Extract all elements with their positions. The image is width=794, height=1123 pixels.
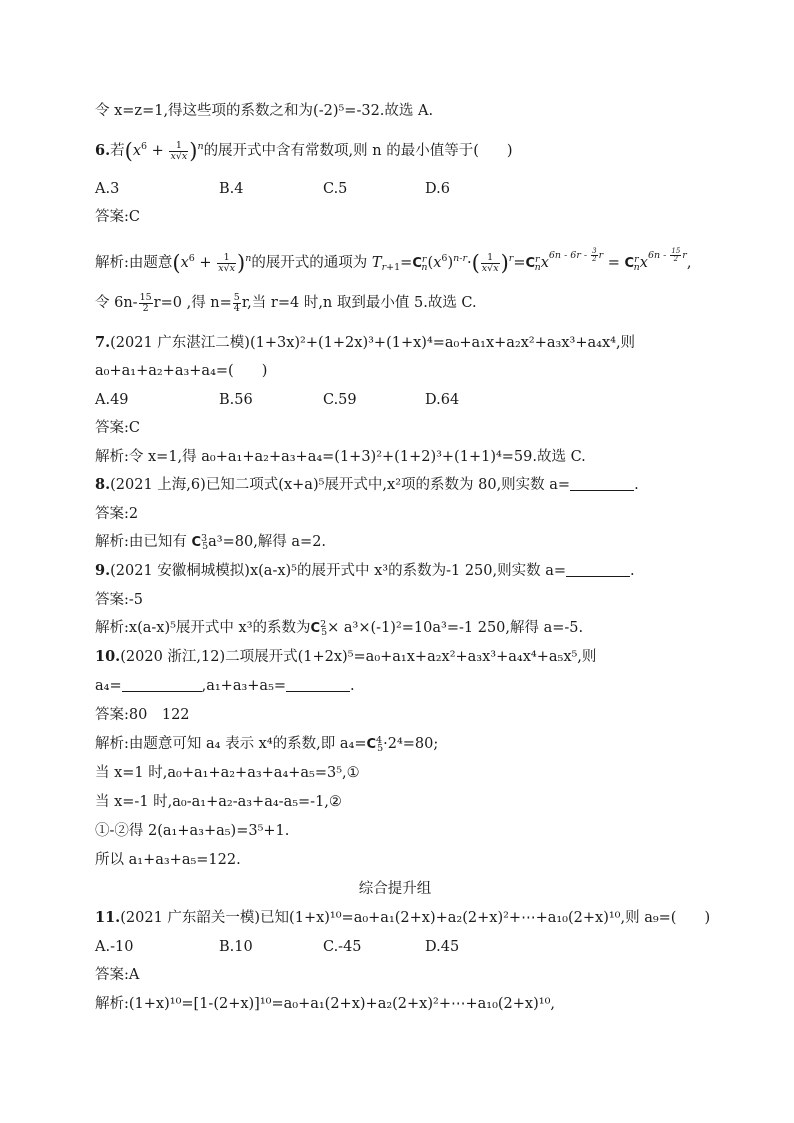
question-source: (2021 广东韶关一模): [120, 910, 261, 926]
solution-label: 解析:: [95, 255, 129, 271]
solution-text: 由题意可知 a₄ 表示 x⁴的系数,即 a₄=: [128, 736, 367, 752]
option-c: C.5: [323, 181, 348, 197]
question-11: [95, 907, 710, 929]
solution-line: 解析:由已知有 $C^3_5a^3=80$,解得 a=2.: [95, 533, 327, 552]
answer-value: A: [128, 967, 140, 983]
solution-text: 令 6n-: [95, 295, 138, 311]
solution-text: 由已知有: [128, 534, 187, 550]
answer-line: [95, 704, 190, 726]
option-b: B.56: [219, 392, 253, 408]
option-d: D.45: [425, 939, 460, 955]
answer-value: -5: [128, 592, 144, 608]
question-number: 10.: [95, 648, 121, 665]
question-text: 已知(1+x)¹⁰=a₀+a₁(2+x)+a₂(2+x)²+⋯+a₁₀(2+x)¹⁰,则 a₉=(: [260, 910, 677, 926]
answer-paren: ): [704, 910, 711, 926]
solution-label: 解析:: [95, 534, 129, 550]
solution-step: 所以 a₁+a₃+a₅=122.: [95, 852, 241, 868]
question-7-line2: [95, 360, 267, 382]
solution-line: [95, 446, 586, 468]
question-source: (2021 广东湛江二模): [110, 335, 250, 351]
question-text: 已知二项式(x+a)⁵展开式中,x²项的系数为 80,则实数 a=: [205, 477, 571, 493]
answer-label: 答案:: [95, 209, 129, 225]
question-source: (2021 安徽桐城模拟): [110, 563, 250, 579]
solution-text: 的展开式的通项为: [251, 255, 368, 271]
option-a: A.3: [95, 181, 120, 197]
answer-line: [95, 503, 138, 525]
answer-paren: ): [506, 143, 513, 159]
question-text-prefix: 若: [110, 143, 125, 159]
question-6: [95, 140, 513, 162]
answer-label: 答案:: [95, 420, 129, 436]
option-c: C.-45: [323, 939, 362, 955]
option-d: D.6: [425, 181, 450, 197]
answer-blank[interactable]: [570, 476, 634, 491]
answer-label: 答案:: [95, 707, 129, 723]
solution-text: ·2⁴=80;: [383, 736, 439, 752]
q6-expression: ($x^6$ + $\frac{1}{x√x}$ )$^n$: [124, 139, 204, 163]
question-text: ,a₁+a₃+a₅=: [201, 678, 287, 694]
question-number: 7.: [95, 334, 111, 351]
answer-blank-a4[interactable]: [122, 677, 202, 692]
answer-paren: ): [261, 363, 268, 379]
question-text: (1+3x)²+(1+2x)³+(1+x)⁴=a₀+a₁x+a₂x²+a₃x³+a₄x⁴,则: [249, 335, 636, 351]
answer-label: 答案:: [95, 592, 129, 608]
question-source: (2021 上海,6): [110, 477, 206, 493]
answer-line: [95, 206, 140, 228]
solution-label: 解析:: [95, 996, 129, 1012]
solution-step: 当 x=-1 时,a₀-a₁+a₂-a₃+a₄-a₅=-1,②: [95, 794, 342, 810]
question-7: [95, 332, 635, 354]
option-c: C.59: [323, 392, 357, 408]
option-b: B.10: [219, 939, 253, 955]
solution-label: 解析:: [95, 736, 129, 752]
option-a: A.49: [95, 392, 129, 408]
solution-text: × a³×(-1)²=10a³=-1 250,解得 a=-5.: [327, 620, 584, 636]
question-text: a₄=: [95, 678, 122, 694]
solution-text: r,当 r=4 时,n 取到最小值 5.故选 C.: [241, 295, 477, 311]
question-number: 11.: [95, 909, 121, 926]
solution-text: (1+x)¹⁰=[1-(2+x)]¹⁰=a₀+a₁(2+x)+a₂(2+x)²+⋯+a₁₀(2+x)¹⁰,: [128, 996, 555, 1012]
answer-line: [95, 589, 143, 611]
solution-line-2: 令 6n- $\frac{15}{2}$ r=0 ,得 n= $\frac{5}{4}$ r,当 r=4 时,n 取到最小值 5.故选 C.: [95, 291, 477, 314]
option-d: D.64: [425, 392, 460, 408]
answer-value: C: [128, 209, 140, 225]
answer-value: C: [128, 420, 140, 436]
solution-label: 解析:: [95, 449, 129, 465]
solution-line: [95, 248, 691, 275]
question-8: [95, 474, 639, 496]
solution-line: [95, 993, 555, 1015]
question-text: 二项展开式(1+2x)⁵=a₀+a₁x+a₂x²+a₃x³+a₄x⁴+a₅x⁵,则: [225, 649, 597, 665]
question-text: a₀+a₁+a₂+a₃+a₄=(: [95, 363, 234, 379]
question-9: [95, 560, 635, 582]
question-10-line2: [95, 675, 355, 697]
solution-step: 当 x=1 时,a₀+a₁+a₂+a₃+a₄+a₅=3⁵,①: [95, 765, 360, 781]
solution-text: 由题意: [128, 255, 173, 271]
option-b: B.4: [219, 181, 244, 197]
q6-expression-2: ($x^6$ + $\frac{1}{x√x}$ )$^n$: [172, 251, 252, 275]
question-source: (2020 浙江,12): [120, 649, 226, 665]
section-title: 综合提升组: [358, 881, 432, 897]
general-term-formula: $T_{r+1}=C^r_n(x^6)^{n-r}\cdot$( $\frac{1}{x√x}$ )$^r=C^r_nx^{6n - 6r - \frac{3}{2} r} = C^r_nx^{6n - \frac{15}{2} r}$,: [371, 247, 692, 275]
question-text: 的展开式中含有常数项,则 n 的最小值等于(: [203, 143, 479, 159]
answer-value: 80 122: [128, 707, 190, 723]
question-number: 9.: [95, 562, 111, 579]
period: .: [634, 477, 639, 493]
answer-line: [95, 417, 140, 439]
option-a: A.-10: [95, 939, 134, 955]
answer-label: 答案:: [95, 506, 129, 522]
answer-blank[interactable]: [566, 562, 630, 577]
answer-value: 2: [128, 506, 139, 522]
answer-blank-sum[interactable]: [286, 677, 350, 692]
question-number: 6.: [95, 142, 111, 159]
solution-text: a³=80,解得 a=2.: [208, 534, 327, 550]
solution-text: x(a-x)⁵展开式中 x³的系数为: [128, 620, 311, 636]
solution-text: 令 x=1,得 a₀+a₁+a₂+a₃+a₄=(1+3)²+(1+2)³+(1+1)⁴=59.故选 C.: [128, 449, 586, 465]
solution-label: 解析:: [95, 620, 129, 636]
question-text: x(a-x)⁵的展开式中 x³的系数为-1 250,则实数 a=: [249, 563, 567, 579]
answer-line: [95, 964, 139, 986]
intro-line: 令 x=z=1,得这些项的系数之和为(-2)⁵=-32.故选 A.: [95, 103, 434, 119]
question-10: [95, 646, 596, 668]
period: .: [350, 678, 355, 694]
solution-step: ①-②得 2(a₁+a₃+a₅)=3⁵+1.: [95, 823, 290, 839]
answer-label: 答案:: [95, 967, 129, 983]
period: .: [630, 563, 635, 579]
solution-text: r=0 ,得 n=: [153, 295, 232, 311]
solution-line: 解析:由题意可知 a₄ 表示 x⁴的系数,即 $a_4=C^4_5\cdot 2^4=80$;: [95, 735, 439, 754]
solution-line: 解析:x(a-x)⁵展开式中 x³的系数为$C^2_5\times a^3\times(-1)^2=10a^3=-1$ 250,解得 a=-5.: [95, 619, 584, 638]
question-number: 8.: [95, 476, 111, 493]
